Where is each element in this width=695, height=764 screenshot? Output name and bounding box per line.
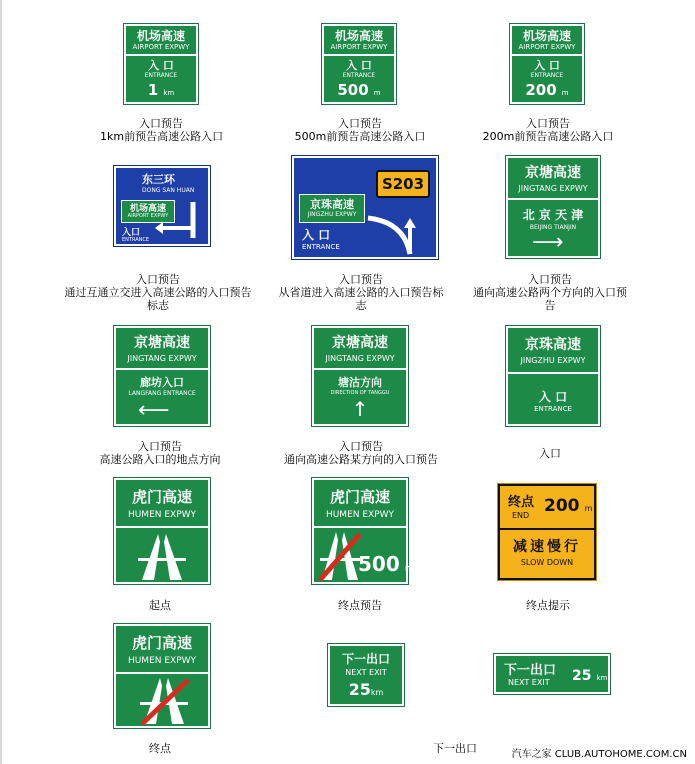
entry-label-en: ENTRANCE	[302, 243, 340, 251]
caption-line: 入口预告	[338, 117, 382, 130]
sign-title-en: AIRPORT EXPWY	[330, 43, 388, 51]
divider	[508, 198, 598, 200]
sign-title-en: AIRPORT EXPWY	[132, 43, 190, 51]
sign-title-en: AIRPORT EXPWY	[127, 213, 169, 219]
destination-en: DIRECTION OF TANGGU	[330, 390, 390, 396]
caption	[130, 742, 190, 755]
sign-title-cn: 京珠高速	[525, 337, 581, 353]
caption-line: 入口预告	[526, 117, 570, 130]
sign-title-cn: 京珠高速	[310, 198, 354, 211]
distance	[572, 665, 607, 684]
sign-next-exit-wide	[494, 654, 610, 694]
sign-title-cn: 下一出口	[504, 663, 557, 678]
divider	[324, 54, 394, 56]
sign-airport-200m	[510, 24, 584, 104]
caption-line: 入口预告	[136, 273, 180, 286]
caption	[100, 117, 222, 143]
distance-unit: m	[373, 89, 381, 97]
caption-line: 入口	[539, 447, 561, 460]
distance-unit: km	[596, 674, 608, 682]
sign-title-cn: 虎门高速	[131, 488, 192, 506]
entry-label-en: ENTRANCE	[122, 237, 150, 243]
sign-title-en: NEXT EXIT	[508, 678, 550, 687]
up-arrow-icon: ↑	[351, 397, 369, 421]
distance-value: 500	[337, 81, 369, 99]
sign-title-en: JINGZHU EXPWY	[307, 211, 357, 218]
divider	[126, 54, 196, 56]
sign-direction-entry	[312, 326, 408, 426]
sign-entry	[506, 326, 600, 426]
distance-unit: m	[404, 564, 414, 574]
sign-top-cn: 东三环	[142, 173, 175, 186]
left-border	[0, 0, 2, 764]
sign-title-en: JINGZHU EXPWY	[520, 356, 586, 365]
sign-title-en: HUMEN EXPWY	[325, 510, 395, 520]
entry-label: 入 口	[148, 59, 174, 72]
entry-label: 入 口	[538, 390, 568, 404]
sign-title-en: HUMEN EXPWY	[127, 656, 197, 666]
caption	[270, 440, 452, 466]
destination-en: BEIJING TIANJIN	[529, 224, 577, 231]
sign-provincial-entry	[292, 156, 438, 259]
caption-line: 入口预告	[528, 273, 572, 286]
divider	[116, 672, 208, 674]
sign-title-cn: 机场高速	[522, 29, 571, 43]
sign-expressway-end	[114, 624, 210, 728]
caption	[518, 599, 578, 612]
caption-line: 标志	[147, 299, 169, 312]
sign-title-cn: 下一出口	[341, 652, 390, 666]
destination: 廊坊入口	[140, 376, 184, 389]
caption-line: 入口预告	[138, 440, 182, 453]
divider	[116, 526, 208, 528]
sign-title-cn: 虎门高速	[131, 634, 192, 652]
caption-line: 志	[355, 299, 367, 312]
caption-line: 入口预告	[339, 273, 383, 286]
sign-top-en: DONG SAN HUAN	[142, 187, 195, 194]
divider	[500, 528, 594, 530]
entry-label-en: ENTRANCE	[530, 72, 564, 79]
distance-value: 200	[544, 496, 580, 516]
distance-unit: km	[163, 89, 175, 97]
divider	[314, 368, 406, 370]
caption	[266, 273, 456, 312]
distance	[544, 496, 592, 516]
curve-arrow-icon	[364, 214, 434, 258]
sign-title-en: JINGTANG EXPWY	[127, 354, 197, 363]
caption-line: 入口预告	[139, 117, 183, 130]
sign-title-en: AIRPORT EXPWY	[518, 43, 576, 51]
distance	[324, 80, 394, 99]
caption-line: 起点	[149, 599, 171, 612]
caption	[80, 440, 240, 466]
caption-line: 通过互通立交进入高速公路的入口预告	[64, 286, 252, 299]
distance	[330, 680, 402, 699]
route-panel	[299, 194, 365, 223]
entry-label: 入 口	[534, 59, 560, 72]
sign-end-warning	[312, 478, 414, 584]
distance	[512, 80, 582, 99]
sign-title-cn: 机场高速	[129, 204, 166, 214]
route-number-badge: S203	[376, 170, 430, 198]
expressway-icon	[134, 532, 190, 582]
caption-line: 终点	[149, 742, 171, 755]
caption-line: 终点提示	[526, 599, 570, 612]
sign-interchange-entry	[114, 166, 210, 246]
sign-airport-1km	[124, 24, 198, 104]
sign-title-cn: 京塘高速	[525, 165, 581, 181]
slow-en: SLOW DOWN	[520, 558, 574, 567]
caption-line: 告	[544, 299, 556, 312]
caption	[290, 117, 430, 143]
distance-value: 500	[358, 552, 400, 576]
distance-unit: km	[370, 688, 384, 697]
distance-value: 200	[525, 81, 557, 99]
caption-line: 从省道进入高速公路的入口预告标	[278, 286, 444, 299]
caption-line: 通向高速公路两个方向的入口预	[473, 286, 627, 299]
sign-title-en: HUMEN EXPWY	[127, 510, 197, 520]
entry-label-en: ENTRANCE	[342, 72, 376, 79]
caption-line: 500m前预告高速公路入口	[294, 130, 426, 143]
end-cn: 终点	[508, 495, 535, 510]
left-arrow-icon: ⟵	[138, 398, 170, 423]
caption-line: 下一出口	[433, 742, 477, 755]
divider	[116, 368, 208, 370]
divider	[314, 526, 406, 528]
expressway-end-icon	[136, 676, 192, 726]
caption	[330, 599, 390, 612]
sign-end-notice	[498, 484, 596, 580]
caption	[50, 273, 266, 312]
entry-label: 入 口	[302, 228, 331, 242]
distance-value: 25	[348, 680, 371, 699]
end-en: END	[512, 511, 530, 520]
turn-arrow-icon	[151, 198, 209, 244]
destination: 北 京 天 津	[522, 208, 584, 222]
sign-title-en: NEXT EXIT	[345, 668, 387, 677]
entry-label: 入口	[122, 228, 141, 238]
caption-line: 终点预告	[338, 599, 382, 612]
caption	[460, 273, 640, 312]
caption	[478, 117, 618, 143]
sign-next-exit	[328, 644, 404, 706]
slow-cn: 减速慢行	[513, 539, 581, 555]
expressway-end-icon	[318, 530, 362, 582]
distance	[358, 552, 414, 576]
caption-line: 入口预告	[339, 440, 383, 453]
sign-two-direction-entry	[506, 156, 600, 258]
distance-unit: m	[561, 89, 569, 97]
sign-title-cn: 机场高速	[136, 29, 185, 43]
sign-title-cn: 虎门高速	[329, 488, 390, 506]
right-arrow-icon: ⟶	[532, 230, 564, 255]
distance	[126, 80, 196, 99]
sign-location-entry	[114, 326, 210, 426]
caption	[130, 599, 190, 612]
caption	[420, 742, 490, 755]
divider	[512, 54, 582, 56]
entry-label-en: ENTRANCE	[144, 72, 178, 79]
destination-en: LANGFANG ENTRANCE	[128, 390, 196, 397]
entry-label: 入 口	[346, 59, 372, 72]
sign-title-cn: 京塘高速	[332, 335, 388, 351]
caption-line: 1km前预告高速公路入口	[100, 130, 224, 143]
caption-line: 200m前预告高速公路入口	[482, 130, 614, 143]
sign-expressway-start	[114, 478, 210, 584]
sign-title-cn: 机场高速	[334, 29, 383, 43]
distance-value: 25	[572, 668, 592, 684]
destination: 塘沽方向	[338, 376, 382, 389]
caption	[520, 447, 580, 460]
distance-value: 1	[147, 81, 159, 99]
sign-title-en: JINGTANG EXPWY	[325, 354, 395, 363]
entry-label-en: ENTRANCE	[534, 405, 572, 413]
caption-line: 通向高速公路某方向的入口预告	[284, 453, 438, 466]
distance-unit: m	[584, 504, 593, 513]
divider	[508, 372, 598, 374]
sign-airport-500m	[322, 24, 396, 104]
sign-title-en: JINGTANG EXPWY	[518, 184, 588, 193]
watermark-credit: 汽车之家 CLUB.AUTOHOME.COM.CN	[511, 749, 687, 760]
caption-line: 高速公路入口的地点方向	[99, 453, 221, 466]
sign-title-cn: 京塘高速	[134, 335, 190, 351]
